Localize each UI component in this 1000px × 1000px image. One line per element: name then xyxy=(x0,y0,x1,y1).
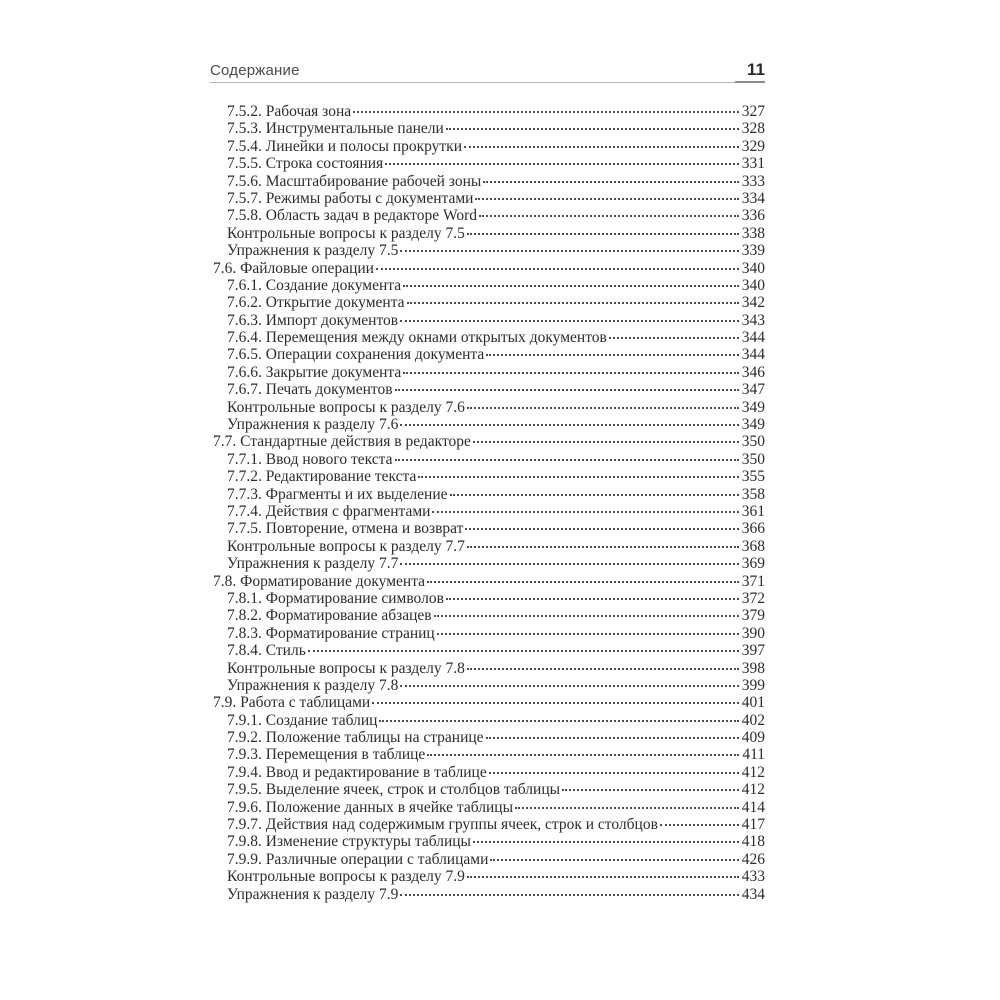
toc-leader-dots xyxy=(486,737,739,739)
toc-entry-label: Упражнения к разделу 7.8 xyxy=(227,676,399,694)
toc-entry-page: 366 xyxy=(741,520,765,538)
toc-entry-label: 7.7.1. Ввод нового текста xyxy=(227,450,393,468)
toc-entry xyxy=(213,468,765,485)
toc-entry xyxy=(213,538,765,555)
toc-entry xyxy=(213,294,765,311)
toc-entry-page: 347 xyxy=(741,381,765,399)
toc-entry-page: 412 xyxy=(741,781,765,799)
toc-entry xyxy=(213,886,765,903)
toc-entry-label: 7.8. Форматирование документа xyxy=(213,572,426,590)
toc-entry-label: 7.6.5. Операции сохранения документа xyxy=(227,346,485,364)
toc-leader-dots xyxy=(437,633,739,635)
toc-leader-dots xyxy=(434,615,739,617)
toc-entry-label: Упражнения к разделу 7.5 xyxy=(227,242,399,260)
toc-entry-page: 333 xyxy=(741,172,765,190)
toc-entry-page: 433 xyxy=(741,868,765,886)
toc-leader-dots xyxy=(515,807,739,809)
toc-entry xyxy=(213,433,765,450)
toc-entry-page: 417 xyxy=(741,816,765,834)
toc-entry-label: Упражнения к разделу 7.6 xyxy=(227,416,399,434)
toc-entry-label: 7.7.5. Повторение, отмена и возврат xyxy=(227,520,464,538)
toc-entry-label: Контрольные вопросы к разделу 7.6 xyxy=(227,398,465,416)
toc-entry-page: 336 xyxy=(741,207,765,225)
toc-entry-label: 7.6. Файловые операции xyxy=(213,259,374,277)
toc-leader-dots xyxy=(385,163,739,165)
toc-entry xyxy=(213,625,765,642)
toc-entry-page: 390 xyxy=(741,624,765,642)
toc-entry-label: 7.8.2. Форматирование абзацев xyxy=(227,607,432,625)
toc-entry-label: 7.7.4. Действия с фрагментами xyxy=(227,502,431,520)
toc-entry-label: 7.9.6. Положение данных в ячейке таблицы xyxy=(227,798,513,816)
toc-entry-page: 402 xyxy=(741,711,765,729)
toc-entry-page: 372 xyxy=(741,589,765,607)
toc-entry xyxy=(213,555,765,572)
toc-entry-label: 7.5.8. Область задач в редакторе Word xyxy=(227,207,478,225)
toc-entry xyxy=(213,642,765,659)
toc-leader-dots xyxy=(479,215,739,217)
toc-entry xyxy=(213,416,765,433)
toc-leader-dots xyxy=(400,424,738,426)
toc-entry xyxy=(213,590,765,607)
toc-entry-page: 401 xyxy=(741,694,765,712)
toc-leader-dots xyxy=(403,285,739,287)
toc-entry-label: 7.9.9. Различные операции с таблицами xyxy=(227,850,489,868)
running-head-title: Содержание xyxy=(210,62,300,79)
toc-entry xyxy=(213,660,765,677)
toc-entry-page: 338 xyxy=(741,224,765,242)
toc-leader-dots xyxy=(467,546,739,548)
toc-entry xyxy=(213,155,765,172)
toc-leader-dots xyxy=(395,459,739,461)
running-head xyxy=(210,60,765,80)
toc-leader-dots xyxy=(407,302,739,304)
toc-entry xyxy=(213,851,765,868)
toc-leader-dots xyxy=(660,824,739,826)
toc-entry-page: 397 xyxy=(741,642,765,660)
toc-entry-page: 329 xyxy=(741,137,765,155)
toc-entry-page: 379 xyxy=(741,607,765,625)
toc-leader-dots xyxy=(486,354,739,356)
toc-entry-page: 331 xyxy=(741,155,765,173)
toc-entry xyxy=(213,694,765,711)
toc-entry-label: 7.6.7. Печать документов xyxy=(227,381,393,399)
toc-list xyxy=(213,103,765,903)
toc-entry-label: 7.9.8. Изменение структуры таблицы xyxy=(227,833,471,851)
toc-leader-dots xyxy=(465,528,738,530)
toc-leader-dots xyxy=(473,841,739,843)
toc-leader-dots xyxy=(427,754,739,756)
toc-leader-dots xyxy=(562,789,739,791)
toc-entry-page: 327 xyxy=(741,103,765,120)
toc-entry xyxy=(213,399,765,416)
toc-entry xyxy=(213,381,765,398)
toc-entry xyxy=(213,207,765,224)
toc-entry xyxy=(213,103,765,120)
toc-entry xyxy=(213,816,765,833)
toc-leader-dots xyxy=(376,268,739,270)
toc-entry xyxy=(213,242,765,259)
toc-entry xyxy=(213,329,765,346)
toc-entry-page: 349 xyxy=(741,416,765,434)
toc-entry-page: 344 xyxy=(741,346,765,364)
toc-entry-page: 414 xyxy=(741,798,765,816)
toc-entry xyxy=(213,607,765,624)
toc-leader-dots xyxy=(464,146,739,148)
toc-leader-dots xyxy=(400,685,738,687)
toc-entry-label: 7.8.3. Форматирование страниц xyxy=(227,624,435,642)
toc-entry xyxy=(213,138,765,155)
toc-entry-label: 7.9.7. Действия над содержимым группы ячеек, строк и столбцов xyxy=(227,816,658,834)
toc-leader-dots xyxy=(467,233,739,235)
toc-entry-page: 350 xyxy=(741,433,765,451)
toc-entry-page: 411 xyxy=(742,746,765,764)
toc-entry-page: 343 xyxy=(741,311,765,329)
toc-leader-dots xyxy=(400,563,738,565)
header-rule-accent xyxy=(735,81,765,83)
header-rule xyxy=(210,82,765,83)
toc-entry-page: 371 xyxy=(741,572,765,590)
toc-entry xyxy=(213,868,765,885)
toc-leader-dots xyxy=(308,650,739,652)
toc-leader-dots xyxy=(395,389,739,391)
toc-entry-label: 7.7. Стандартные действия в редакторе xyxy=(213,433,471,451)
toc-leader-dots xyxy=(403,372,739,374)
toc-entry-page: 346 xyxy=(741,363,765,381)
toc-entry xyxy=(213,712,765,729)
toc-leader-dots xyxy=(473,441,739,443)
toc-leader-dots xyxy=(450,494,739,496)
toc-entry-label: 7.9.4. Ввод и редактирование в таблице xyxy=(227,763,487,781)
toc-entry-label: Упражнения к разделу 7.7 xyxy=(227,555,399,573)
toc-entry xyxy=(213,729,765,746)
toc-entry-label: 7.6.4. Перемещения между окнами открытых документов xyxy=(227,329,607,347)
toc-entry xyxy=(213,520,765,537)
toc-leader-dots xyxy=(483,181,738,183)
page-number: 11 xyxy=(747,60,765,79)
toc-entry-label: 7.6.1. Создание документа xyxy=(227,276,402,294)
toc-leader-dots xyxy=(467,668,739,670)
toc-entry-label: 7.9.3. Перемещения в таблице xyxy=(227,746,426,764)
toc-entry xyxy=(213,451,765,468)
toc-entry-label: 7.9.1. Создание таблиц xyxy=(227,711,378,729)
toc-entry-label: Упражнения к разделу 7.9 xyxy=(227,885,399,903)
toc-entry-page: 398 xyxy=(741,659,765,677)
toc-entry-label: 7.5.7. Режимы работы с документами xyxy=(227,189,474,207)
toc-entry-label: 7.9.5. Выделение ячеек, строк и столбцов таблицы xyxy=(227,781,561,799)
toc-entry xyxy=(213,781,765,798)
toc-entry xyxy=(213,833,765,850)
toc-entry xyxy=(213,364,765,381)
toc-entry-label: 7.5.4. Линейки и полосы прокрутки xyxy=(227,137,462,155)
toc-leader-dots xyxy=(489,772,739,774)
toc-entry-label: 7.8.4. Стиль xyxy=(227,642,306,660)
toc-entry-page: 358 xyxy=(741,485,765,503)
toc-entry-page: 334 xyxy=(741,189,765,207)
toc-entry xyxy=(213,573,765,590)
toc-entry xyxy=(213,764,765,781)
toc-entry-label: 7.6.2. Открытие документа xyxy=(227,294,405,312)
toc-entry xyxy=(213,120,765,137)
toc-entry-page: 418 xyxy=(741,833,765,851)
toc-leader-dots xyxy=(400,320,739,322)
toc-entry-label: Контрольные вопросы к разделу 7.9 xyxy=(227,868,465,886)
toc-entry-label: 7.9. Работа с таблицами xyxy=(213,694,371,712)
toc-entry xyxy=(213,346,765,363)
toc-entry-page: 328 xyxy=(741,120,765,138)
toc-leader-dots xyxy=(467,876,739,878)
toc-entry-page: 412 xyxy=(741,763,765,781)
toc-leader-dots xyxy=(446,128,739,130)
toc-entry-page: 426 xyxy=(741,850,765,868)
toc-entry-page: 369 xyxy=(741,555,765,573)
toc-entry-page: 350 xyxy=(741,450,765,468)
toc-leader-dots xyxy=(379,720,738,722)
toc-leader-dots xyxy=(475,198,738,200)
toc-entry xyxy=(213,260,765,277)
toc-entry-page: 344 xyxy=(741,329,765,347)
toc-entry-label: 7.9.2. Положение таблицы на странице xyxy=(227,729,484,747)
toc-entry xyxy=(213,799,765,816)
toc-entry-label: 7.5.5. Строка состояния xyxy=(227,155,384,173)
toc-entry-label: 7.6.3. Импорт документов xyxy=(227,311,399,329)
toc-entry-label: 7.5.3. Инструментальные панели xyxy=(227,120,444,138)
toc-entry xyxy=(213,677,765,694)
toc-entry xyxy=(213,190,765,207)
toc-leader-dots xyxy=(446,598,739,600)
toc-entry xyxy=(213,173,765,190)
toc-entry-label: 7.8.1. Форматирование символов xyxy=(227,589,444,607)
toc-entry xyxy=(213,312,765,329)
toc-entry-page: 399 xyxy=(741,676,765,694)
toc-leader-dots xyxy=(400,250,738,252)
toc-entry-label: Контрольные вопросы к разделу 7.5 xyxy=(227,224,465,242)
toc-leader-dots xyxy=(353,111,739,113)
toc-entry-page: 368 xyxy=(741,537,765,555)
toc-entry-label: 7.7.2. Редактирование текста xyxy=(227,468,417,486)
toc-leader-dots xyxy=(609,337,739,339)
toc-leader-dots xyxy=(427,581,739,583)
toc-entry xyxy=(213,225,765,242)
toc-entry-page: 340 xyxy=(741,276,765,294)
toc-leader-dots xyxy=(400,894,738,896)
toc-entry-page: 409 xyxy=(741,729,765,747)
toc-entry xyxy=(213,503,765,520)
toc-entry xyxy=(213,486,765,503)
toc-leader-dots xyxy=(467,407,739,409)
toc-entry-page: 340 xyxy=(741,259,765,277)
toc-leader-dots xyxy=(490,859,738,861)
toc-entry-page: 349 xyxy=(741,398,765,416)
toc-entry-page: 434 xyxy=(741,885,765,903)
toc-entry-label: 7.6.6. Закрытие документа xyxy=(227,363,402,381)
toc-entry-label: 7.5.6. Масштабирование рабочей зоны xyxy=(227,172,482,190)
toc-entry-label: 7.7.3. Фрагменты и их выделение xyxy=(227,485,448,503)
toc-leader-dots xyxy=(432,511,738,513)
toc-entry-label: 7.5.2. Рабочая зона xyxy=(227,103,352,120)
toc-entry xyxy=(213,277,765,294)
toc-entry-label: Контрольные вопросы к разделу 7.8 xyxy=(227,659,465,677)
toc-entry-page: 342 xyxy=(741,294,765,312)
toc-leader-dots xyxy=(418,476,738,478)
toc-entry-page: 355 xyxy=(741,468,765,486)
toc-leader-dots xyxy=(372,702,739,704)
toc-entry-label: Контрольные вопросы к разделу 7.7 xyxy=(227,537,465,555)
toc-entry-page: 361 xyxy=(741,502,765,520)
toc-entry-page: 339 xyxy=(741,242,765,260)
toc-entry xyxy=(213,746,765,763)
